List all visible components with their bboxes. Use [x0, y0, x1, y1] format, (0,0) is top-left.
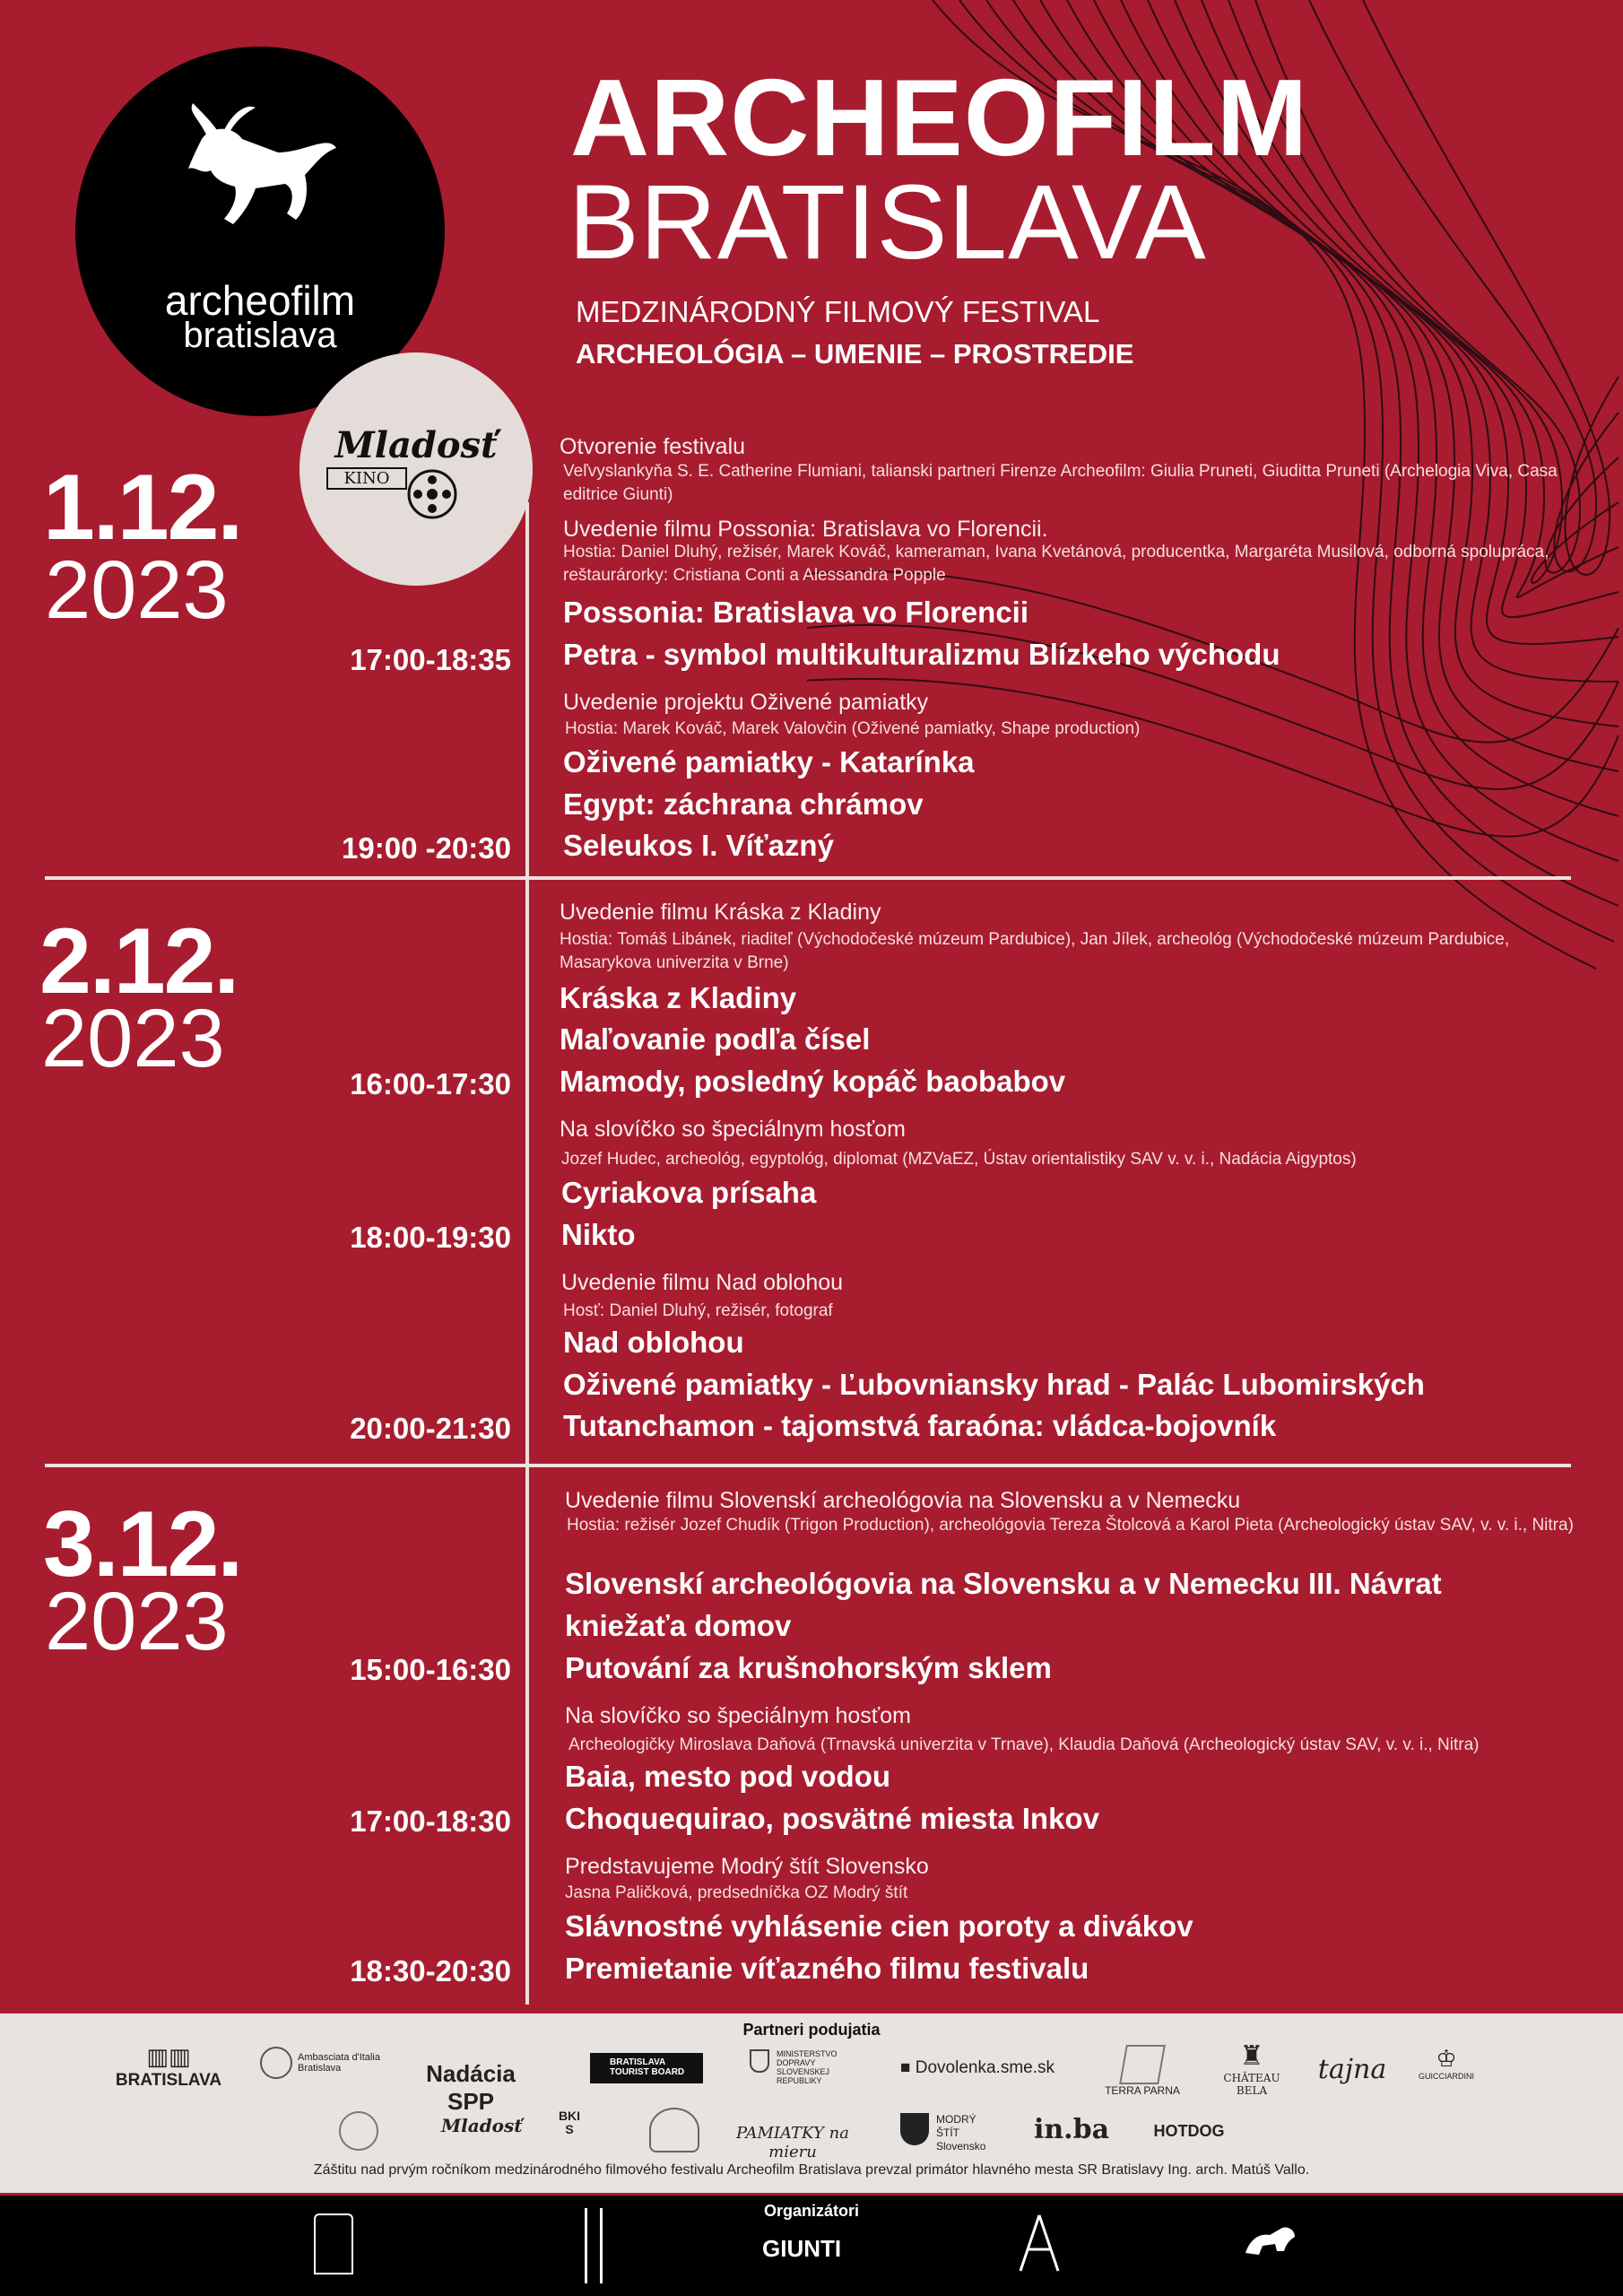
event-hosts: Hostia: Marek Kováč, Marek Valovčin (Oživené pamiatky, Shape production) [565, 719, 1141, 738]
event-intro: Uvedenie filmu Possonia: Bratislava vo Florencii. [563, 517, 1048, 542]
kino-sub: KINO [326, 467, 407, 490]
partner-emblem [649, 2108, 699, 2152]
event-intro: Uvedenie projektu Oživené pamiatky [563, 690, 929, 715]
film-title: Oživené pamiatky - Katarínka [563, 745, 975, 778]
event-hosts: Hostia: režisér Jozef Chudík (Trigon Production), archeológovia Tereza Štolcová a Karol Pieta (Archeologický ústav SAV, v. v. i., Nitra) [567, 1516, 1574, 1535]
partner-logo-nadacia-spp: Nadácia SPP [426, 2060, 516, 2115]
briefcase-icon: ■ [900, 2058, 916, 2077]
film-title: Oživené pamiatky - Ľubovniansky hrad - Palác Lubomirských [563, 1368, 1425, 1401]
patronage-note: Záštitu nad prvým ročníkom medzinárodného filmového festivalu Archeofilm Bratislava prevzal primátor hlavného mesta SR Bratislavy Ing. arch. Matúš Vallo. [313, 2162, 1310, 2178]
screening-time: 17:00-18:30 [350, 1805, 511, 1838]
partner-logo-mladost: Mladosť [441, 2115, 523, 2136]
day-date: 2.12. [39, 909, 239, 1013]
organizer-logo-city-museum [314, 2213, 353, 2274]
screening-time: 17:00-18:35 [350, 643, 511, 676]
film-title: Baia, mesto pod vodou [565, 1760, 891, 1793]
deer-icon [170, 99, 350, 233]
timeline-vertical-line [525, 502, 529, 2005]
film-title: Slovenskí archeológovia na Slovensku a v Nemecku III. Návrat [565, 1567, 1442, 1600]
event-hosts: Hostia: Daniel Dluhý, režisér, Marek Kováč, kameraman, Ivana Kvetánová, producentka, Margaréta Musilová, odborná spolupráca, reštaurárorky: Cristiana Conti a Alessandra Popple [563, 543, 1549, 585]
partner-logo-tourist-board: BRATISLAVA TOURIST BOARD [590, 2053, 703, 2083]
partner-logo-modry-stit: MODRÝ ŠTÍT Slovensko [900, 2113, 990, 2153]
event-intro: Na slovíčko so špeciálnym hosťom [565, 1703, 911, 1728]
festival-title-line2: BRATISLAVA [568, 163, 1207, 282]
event-intro: Na slovíčko so špeciálnym hosťom [560, 1117, 906, 1142]
festival-tagline: ARCHEOLÓGIA – UMENIE – PROSTREDIE [576, 338, 1134, 370]
organizer-logo-firenze-archeofilm [1241, 2217, 1300, 2262]
film-title: Nikto [561, 1218, 636, 1251]
organizer-logo-giunti: GIUNTI [762, 2235, 842, 2262]
day-date: 3.12. [43, 1492, 242, 1596]
film-title: Maľovanie podľa čísel [560, 1022, 871, 1056]
event-hosts: Veľvyslankyňa S. E. Catherine Flumiani, talianski partneri Firenze Archeofilm: Giulia Pruneti, Giuditta Pruneti (Archelogia Viva, Casa editrice Giunti) [563, 462, 1558, 504]
festival-subtitle: MEDZINÁRODNÝ FILMOVÝ FESTIVAL [576, 295, 1100, 328]
film-title: kniežaťa domov [565, 1609, 792, 1642]
event-hosts: Jasna Paličková, predsedníčka OZ Modrý štít [565, 1883, 908, 1902]
event-intro: Otvorenie festivalu [560, 434, 746, 459]
screening-time: 16:00-17:30 [350, 1067, 511, 1100]
event-intro: Uvedenie filmu Slovenskí archeológovia na Slovensku a v Nemecku [565, 1488, 1241, 1513]
day-divider [45, 1464, 1571, 1467]
festival-title-line1: ARCHEOFILM [570, 57, 1309, 178]
day-year: 2023 [45, 544, 229, 636]
kino-mladost-logo [299, 352, 533, 586]
partner-logo-chateau-bela: ♜ CHÂTEAU BELA [1223, 2040, 1280, 2097]
partner-logo-inba: in.ba [1033, 2114, 1110, 2145]
film-title: Slávnostné vyhlásenie cien poroty a divákov [565, 1909, 1193, 1943]
film-title: Egypt: záchrana chrámov [563, 787, 924, 821]
event-intro: Uvedenie filmu Kráska z Kladiny [560, 900, 881, 925]
film-title: Premietanie víťazného filmu festivalu [565, 1952, 1089, 1985]
screening-time: 20:00-21:30 [350, 1412, 511, 1445]
organizer-logo-tower [585, 2208, 603, 2283]
shield-icon [900, 2113, 929, 2145]
event-intro: Uvedenie filmu Nad oblohou [561, 1270, 844, 1295]
day-divider [45, 876, 1571, 880]
kino-name: Mladosť [334, 424, 498, 466]
day-date: 1.12. [43, 456, 242, 560]
partners-title: Partneri podujatia [742, 2021, 881, 2039]
day-year: 2023 [41, 993, 225, 1084]
logo-text-archeofilm: archeofilm [164, 277, 356, 324]
day-year: 2023 [45, 1576, 229, 1667]
partner-logo-bratislava: ▥▥ BRATISLAVA [115, 2043, 222, 2090]
event-hosts: Hostia: Tomáš Libánek, riaditeľ (Východočeské múzeum Pardubice), Jan Jílek, archeológ (Východočeské múzeum Pardubice, Masarykova univerzita v Brne) [560, 930, 1510, 972]
partner-logo-hotdog: HOTDOG [1153, 2122, 1225, 2140]
screening-time: 18:00-19:30 [350, 1221, 511, 1254]
film-reel-icon [405, 467, 459, 521]
partner-logo-bkis: BKIS [558, 2109, 581, 2136]
screening-time: 19:00 -20:30 [342, 831, 511, 865]
event-intro: Predstavujeme Modrý štít Slovensko [565, 1854, 929, 1879]
film-title: Putování za krušnohorským sklem [565, 1651, 1052, 1684]
organizer-logo-archeologia-viva [1019, 2213, 1060, 2273]
partner-logo-pamiatky: PAMIATKY na mieru [736, 2124, 849, 2161]
film-title: Choquequirao, posvätné miesta Inkov [565, 1802, 1099, 1835]
screening-time: 15:00-16:30 [350, 1653, 511, 1686]
event-hosts: Archeologičky Miroslava Daňová (Trnavská univerzita v Trnave), Klaudia Daňová (Archeologický ústav SAV, v. v. i., Nitra) [568, 1735, 1480, 1754]
partner-logo-guicciardini: ♔ GUICCIARDINI [1418, 2045, 1474, 2081]
partner-logo-tajna: tajna [1317, 2054, 1387, 2085]
organizers-title: Organizátori [763, 2202, 859, 2220]
film-title: Nad oblohou [563, 1326, 744, 1359]
partner-logo-dovolenka: ■ Dovolenka.sme.sk [900, 2058, 1055, 2077]
film-title: Kráska z Kladiny [560, 981, 797, 1014]
logo-text-bratislava: bratislava [183, 316, 337, 355]
event-hosts: Hosť: Daniel Dluhý, režisér, fotograf [563, 1301, 833, 1320]
event-hosts: Jozef Hudec, archeológ, egyptológ, diplomat (MZVaEZ, Ústav orientalistiky SAV v. v. i., Nadácia Aigyptos) [561, 1150, 1357, 1169]
film-title: Tutanchamon - tajomstvá faraóna: vládca-bojovník [563, 1409, 1277, 1442]
film-title: Mamody, posledný kopáč baobabov [560, 1065, 1066, 1098]
film-title: Seleukos I. Víťazný [563, 829, 834, 862]
partner-logo-ministry: MINISTERSTVO DOPRAVY SLOVENSKEJ REPUBLIKY [750, 2049, 866, 2085]
partner-seal [339, 2111, 378, 2151]
film-title: Possonia: Bratislava vo Florencii [563, 596, 1029, 629]
film-title: Petra - symbol multikulturalizmu Blízkeho východu [563, 638, 1280, 671]
screening-time: 18:30-20:30 [350, 1954, 511, 1987]
partner-logo-terra-parna: TERRA PARNA [1089, 2045, 1196, 2097]
film-title: Cyriakova prísaha [561, 1176, 817, 1209]
partner-logo-ambasciata: Ambasciata d'Italia Bratislava [260, 2052, 395, 2074]
